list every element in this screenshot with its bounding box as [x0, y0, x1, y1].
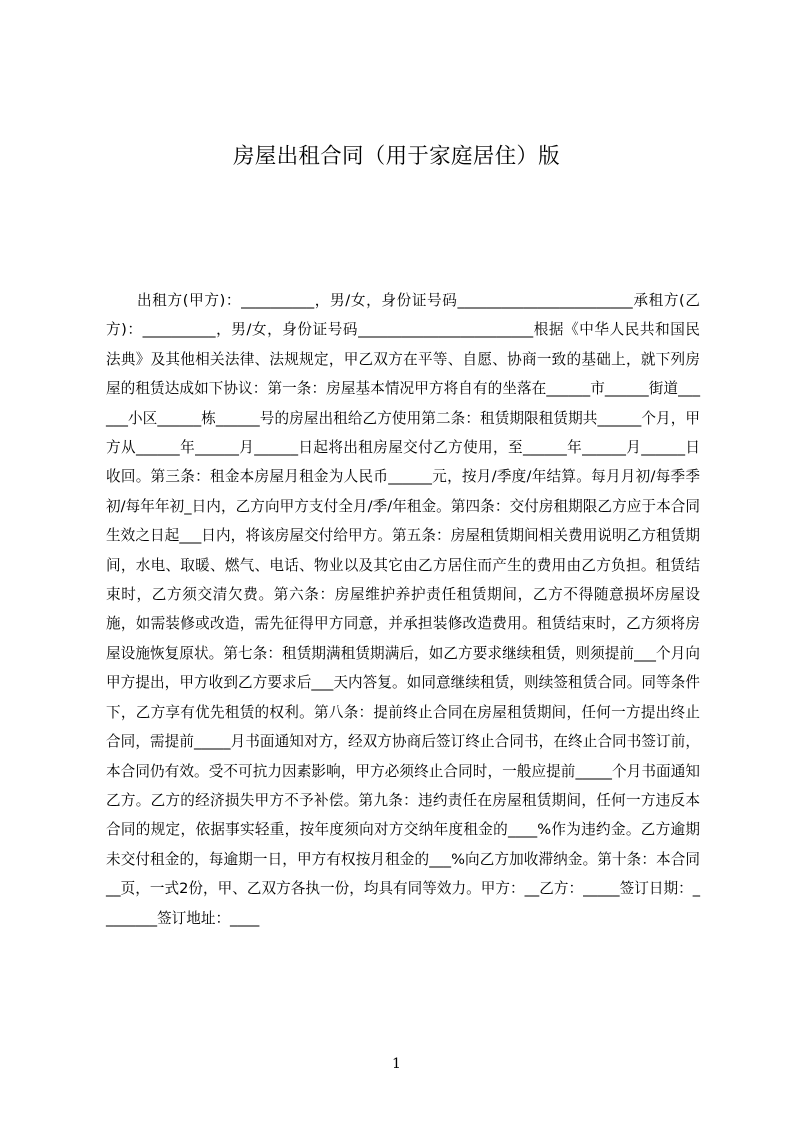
page-number: 1 — [392, 1056, 401, 1072]
document-title: 房屋出租合同（用于家庭居住）版 — [232, 144, 560, 169]
contract-body: 出租方(甲方)：__________，男/女，身份证号码________________________承租方(乙方)：__________，男/女，身份证号码________________________根据《中华人民共和国民法典》及其他相关法律、法规规定，甲乙双方在平等、自愿、协商一致的基础上，就下列房屋的租赁达成如下协议：第一条：房屋基本情况甲方将自有的坐落在______市______街道______小区______栋______号的房屋出租给乙方使用第二条：租赁期限租赁期共______个月，甲方从______年______月______日起将出租房屋交付乙方使用，至______年______月______日收回。第三条：租金本房屋月租金为人民币______元，按月/季度/年结算。每月月初/每季季初/每年年初_日内，乙方向甲方支付全月/季/年租金。第四条：交付房租期限乙方应于本合同生效之日起___日内，将该房屋交付给甲方。第五条：房屋租赁期间相关费用说明乙方租赁期间，水电、取暖、燃气、电话、物业以及其它由乙方居住而产生的费用由乙方负担。租赁结束时，乙方须交清欠费。第六条：房屋维护养护责任租赁期间，乙方不得随意损坏房屋设施，如需装修或改造，需先征得甲方同意，并承担装修改造费用。租赁结束时，乙方须将房屋设施恢复原状。第七条：租赁期满租赁期满后，如乙方要求继续租赁，则须提前___个月向甲方提出，甲方收到乙方要求后___天内答复。如同意继续租赁，则续签租赁合同。同等条件下，乙方享有优先租赁的权利。第八条：提前终止合同在房屋租赁期间，任何一方提出终止合同，需提前_____月书面通知对方，经双方协商后签订终止合同书，在终止合同书签订前，本合同仍有效。受不可抗力因素影响，甲方必须终止合同时，一般应提前_____个月书面通知乙方。乙方的经济损失甲方不予补偿。第九条：违约责任在房屋租赁期间，任何一方违反本合同的规定，依据事实轻重，按年度须向对方交纳年度租金的____%作为违约金。乙方逾期未交付租金的，每逾期一日，甲方有权按月租金的___%向乙方加收滞纳金。第十条：本合同__页，一式2份，甲、乙双方各执一份，均具有同等效力。甲方：__乙方：_____签订日期：________签订地址：____ — [106, 292, 700, 927]
